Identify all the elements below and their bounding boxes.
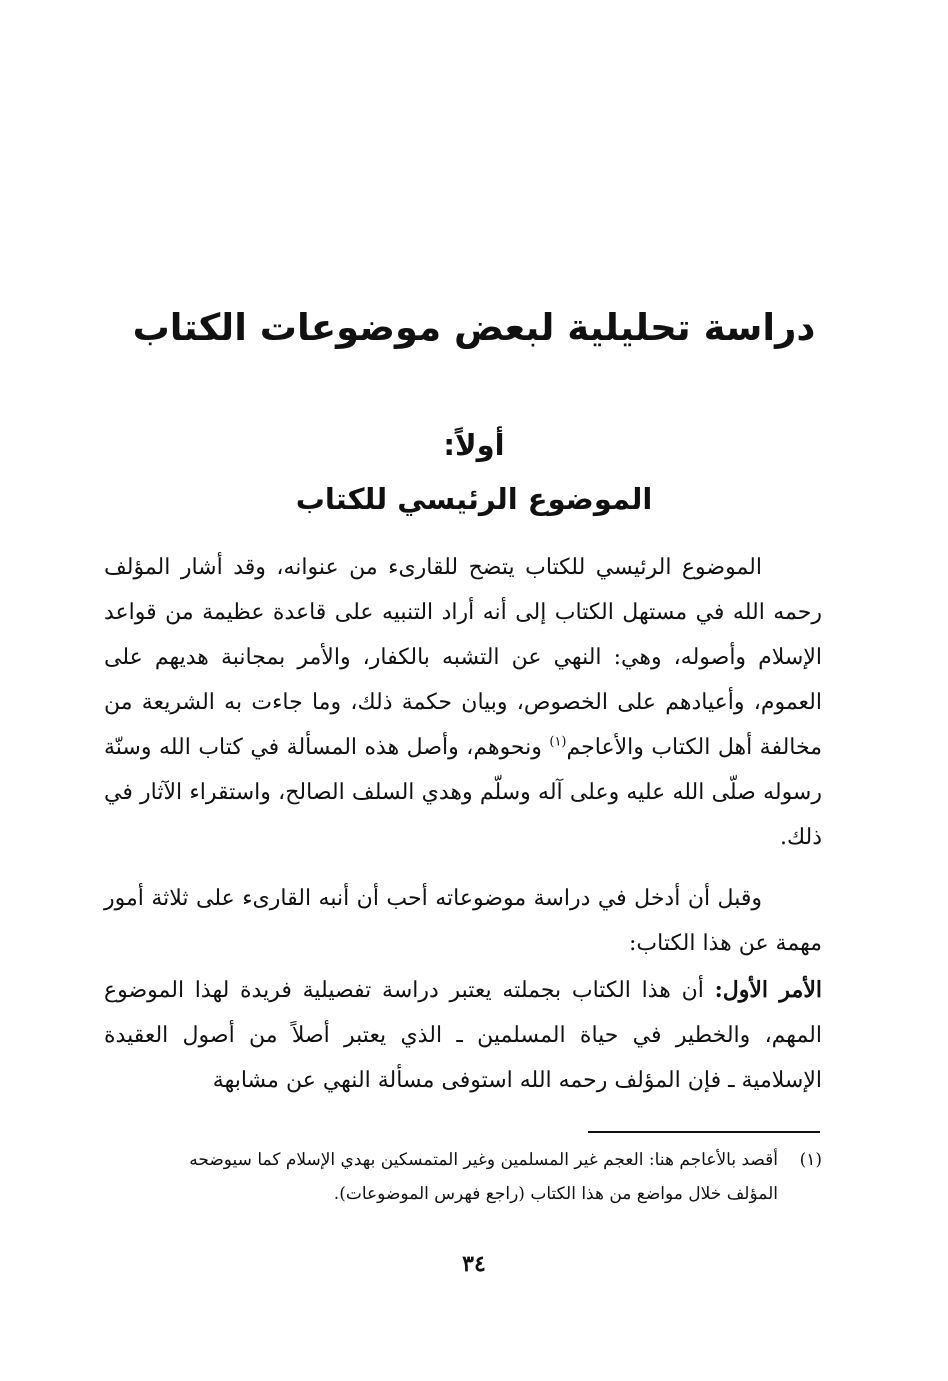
paragraph-text: ونحوهم، وأصل هذه المسألة في كتاب الله وسنّة رسوله صلّى الله عليه وعلى آله وسلّم وهدي السلف الصالح، واستقراء الآثار في ذلك. bbox=[104, 735, 822, 850]
paragraph-text: الموضوع الرئيسي للكتاب يتضح للقارىء من عنوانه، وقد أشار المؤلف رحمه الله في مستهل الكتاب إلى أنه أراد التنبيه على قاعدة عظيمة من قواعد الإسلام وأصوله، وهي: النهي عن التشبه بالكفار، والأمر بمجانبة هديهم على العموم، وأعيادهم على الخصوص، وبيان حكمة ذلك، وما جاءت به الشريعة من مخالفة أهل الكتاب والأعاجم bbox=[104, 555, 822, 760]
paragraph-first-matter bbox=[104, 968, 822, 1103]
chapter-title: دراسة تحليلية لبعض موضوعات الكتاب bbox=[132, 306, 816, 349]
paragraph-main-topic bbox=[104, 545, 822, 860]
footnote-reference: (١) bbox=[549, 734, 567, 750]
paragraph-intro-three-matters: وقبل أن أدخل في دراسة موضوعاته أحب أن أنبه القارىء على ثلاثة أمور مهمة عن هذا الكتاب: bbox=[104, 886, 822, 956]
section-title: الموضوع الرئيسي للكتاب bbox=[295, 482, 653, 516]
first-matter-label: الأمر الأول: bbox=[714, 977, 822, 1003]
section-number: أولاً: bbox=[443, 428, 505, 462]
paragraph-text: أن هذا الكتاب بجملته يعتبر دراسة تفصيلية فريدة لهذا الموضوع المهم، والخطير في حياة المسلمين ـ الذي يعتبر أصلاً من أصول العقيدة الإسلامية ـ فإن المؤلف رحمه الله استوفى مسألة النهي عن مشابهة bbox=[104, 978, 822, 1093]
footnote-line: المؤلف خلال مواضع من هذا الكتاب (راجع فهرس الموضوعات). bbox=[333, 1184, 778, 1204]
footnote-mark: (١) bbox=[799, 1150, 822, 1170]
footnote-line: أقصد بالأعاجم هنا: العجم غير المسلمين وغير المتمسكين بهدي الإسلام كما سيوضحه bbox=[189, 1150, 778, 1170]
footnote-divider bbox=[588, 1131, 820, 1133]
page-number: ٣٤ bbox=[462, 1251, 486, 1277]
footnote bbox=[104, 1143, 822, 1211]
